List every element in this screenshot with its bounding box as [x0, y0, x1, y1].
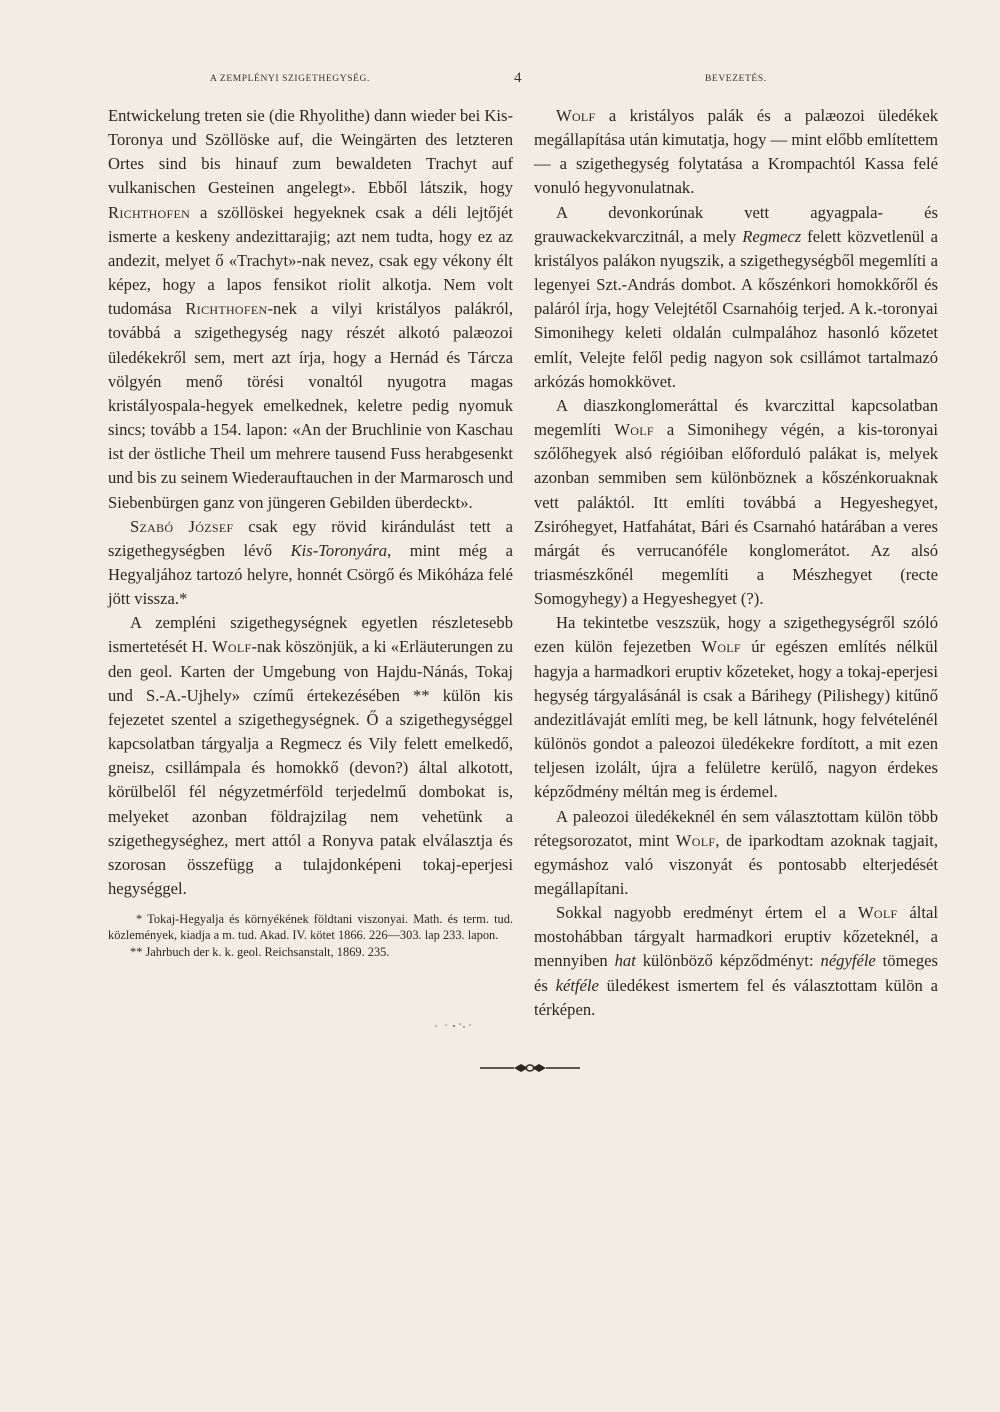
footnote: * Tokaj-Hegyalja és környékének földtani viszonyai. Math. és term. tud. közlemények, kiadja a m. tud. Akad. IV. kötet 1866. 226—303. lap 233. lapon.	[108, 912, 513, 943]
place-name: Regmecz	[742, 226, 802, 246]
author-name: Wolf	[701, 637, 741, 657]
author-name: Richthofen	[185, 299, 268, 319]
tailpiece-ornament-icon	[478, 1062, 582, 1074]
author-name: Wolf	[675, 830, 716, 850]
paragraph: Sokkal nagyobb eredményt értem el a Wolf által mostohábban tárgyalt harmadkori eruptiv kőzeteknél, a mennyiben hat különböző képződményt: négyféle tömeges és kétféle üledékest ismertem fel és választottam külön a térképen.	[534, 903, 938, 1019]
paragraph: Ha tekintetbe veszszük, hogy a szigethegységről szóló ezen külön fejezetben Wolf úr egészen említés nélkül hagyja a harmadkori eruptiv kőzeteket, hogy a tokaj-eperjesi hegység tárgyalásánál is csak a Bárihegy (Pilishegy) kitűnő andezitlávaját említi meg, be kell látnunk, hogy felvételénél különös gondot a paleozoi üledékekre fordított, a mit ezen teljesen izolált, újra a felületre kerülő, nagyon érdekes képződmény méltán meg is érdemel.	[534, 613, 938, 802]
emphasis: kétféle	[555, 975, 599, 995]
paragraph: Wolf a kristályos palák és a palæozoi üledékek megállapítása után kimutatja, hogy — mint előbb említettem — a szigethegység folytatása a Krompachtól Kassa felé vonuló hegyvonulatnak.	[534, 106, 938, 198]
place-name: Kis-Toronyára	[290, 540, 388, 560]
paragraph: A devonkorúnak vett agyagpala- és grauwackekvarczitnál, a mely Regmecz felett közvetlenül a kristályos palákon nyugszik, a szigethegységből megemlíti a legenyei Szt.-András dombot. A kőszénkori homokkőről és paláról írja, hogy Velejtétől Csarnahóig terjed. A k.-toronyai Simonihegy keleti oldalán culmpalához hasonló kőzetet említ, Velejte felől pedig nagyon sok csillámot tartalmazó arkózás homokkövet.	[534, 202, 938, 391]
left-column	[108, 104, 513, 960]
author-name: Wolf	[211, 637, 252, 657]
paragraph: Entwickelung treten sie (die Rhyolithe) dann wieder bei Kis-Toronya und Szöllöske auf, die Weingärten des letzteren Ortes sind bis hinauf zum bewaldeten Trachyt auf vulkanischen Gesteinen angelegt». Ebből látszik, hogy Richthofen a szöllöskei hegyeknek csak a déli lejtőjét ismerte a keskeny andezittarajig; azt nem tudta, hogy ez az andezit, melyet ő «Trachyt»-nak nevez, csak egy vékony élt képez, hogy a lapos fensikot riolit alkotja. Nem volt tudomása Richthofen-nek a vilyi kristályos palákról, továbbá a szigethegység nagy részét alkotó palæozoi üledékekről sem, mert azt írja, hogy a Hernád és Tárcza völgyén menő törési vonaltól nyugotra magas kristályospala-hegyek emelkednek, keletre pedig nyomuk sincs; tovább a 154. lapon: «An der Bruchlinie von Kaschau ist der östliche Theil um mehrere tausend Fuss herabgesenkt und bis zu seinem Wiederauftauchen in der Marmarosch und Siebenbürgen ganz von jüngeren Gebilden überdeckt».	[108, 106, 513, 512]
paragraph: A zempléni szigethegységnek egyetlen részletesebb ismertetését H. Wolf-nak köszönjük, a ki «Erläuterungen zu den geol. Karten der Umgebung von Hajdu-Nánás, Tokaj und S.-A.-Ujhely» czímű értekezésében ** külön kis fejezetet szentel a szigethegységnek. Ő a szigethegységgel kapcsolatban tárgyalja a Regmecz és Vily felett emelkedő, gneisz, csillámpala és homokkő (devon?) által alkotott, körülbelől fél négyzetmérföld terjedelmű dombokat is, melyeket azonban földrajzilag nem vehetünk a szigethegységhez, mert attól a Ronyva patak elválasztja és szorosan összefügg a tulajdonképeni tokaj-eperjesi hegységgel.	[108, 613, 513, 898]
footnotes	[108, 911, 513, 960]
author-name: Wolf	[556, 106, 596, 125]
print-speck-icon	[424, 1016, 484, 1036]
running-head-right: BEVEZETÉS.	[705, 74, 767, 84]
running-head-left: A ZEMPLÉNYI SZIGETHEGYSÉG.	[210, 74, 370, 84]
author-name: Szabó József	[130, 516, 234, 536]
author-name: Wolf	[857, 903, 898, 923]
footnote: ** Jahrbuch der k. k. geol. Reichsanstalt, 1869. 235.	[130, 944, 390, 959]
paragraph: Szabó József csak egy rövid kirándulást tett a szigethegységben lévő Kis-Toronyára, mint még a Hegyaljához tartozó helyre, honnét Csörgő és Mikóháza felé jött vissza.*	[108, 516, 514, 609]
page-number: 4	[514, 70, 522, 86]
author-name: Richthofen	[108, 202, 191, 222]
right-column	[534, 104, 938, 1022]
author-name: Wolf	[614, 420, 654, 440]
paragraph: A paleozoi üledékeknél én sem választottam külön több rétegsorozatot, mint Wolf, de iparkodtam azoknak tagjait, egymáshoz való viszonyát és pontosabb elterjedését megállapítani.	[534, 806, 938, 898]
emphasis: négyféle	[820, 951, 876, 971]
paragraph: A diaszkonglomeráttal és kvarczittal kapcsolatban megemlíti Wolf a Simonihegy végén, a kis-toronyai szőlőhegyek alsó régióiban előforduló palákat is, melyek azonban semmiben sem különböznek a kőszénkoruaknak vett paláktól. Itt említi továbbá a Hegyeshegyet, Zsiróhegyet, Hatfahátat, Bári és Csarnahó határában a veres márgát és verrucanóféle konglomerátot. Az alsó triasmészkőnél megemlíti a Mészhegyet (recte Somogyhegy) a Hegyeshegyet (?).	[534, 395, 938, 609]
emphasis: hat	[614, 951, 636, 971]
